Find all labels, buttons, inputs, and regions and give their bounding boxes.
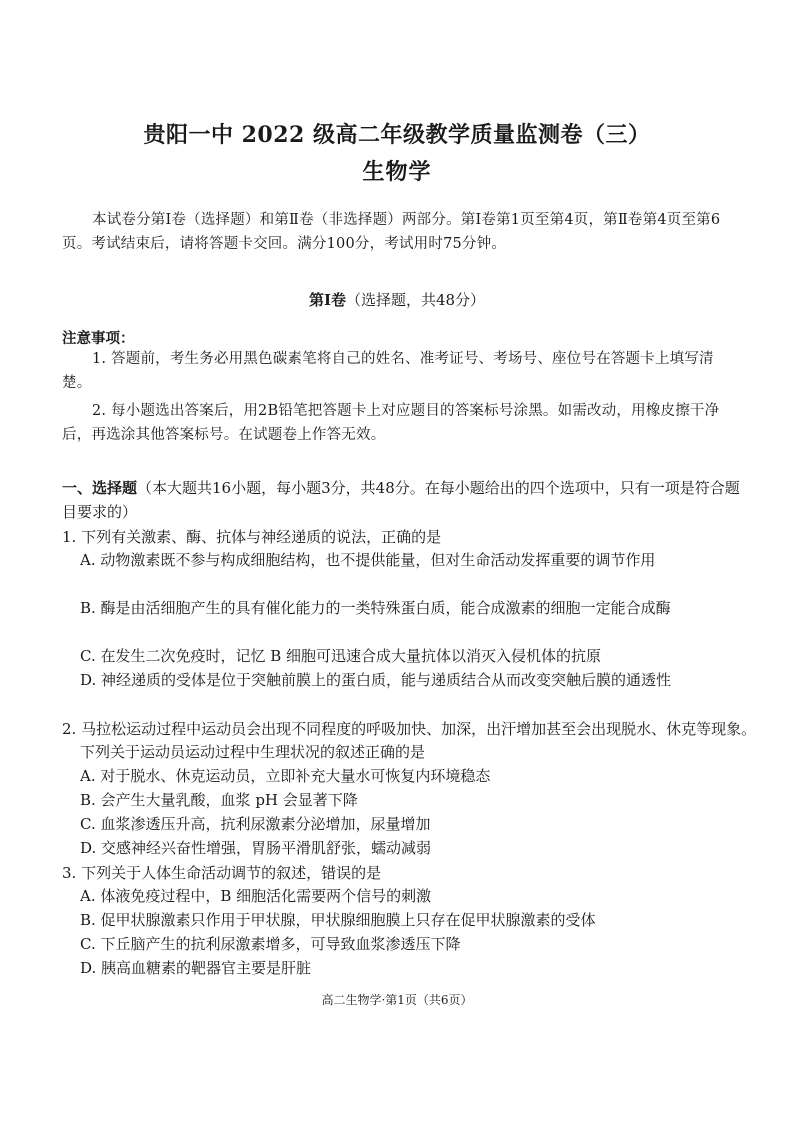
section-heading — [0, 289, 794, 310]
question-option: D. 神经递质的受体是位于突触前膜上的蛋白质，能与递质结合从而改变突触后膜的通透性 — [80, 671, 672, 689]
question-stem: 2. 马拉松运动过程中运动员会出现不同程度的呼吸加快、加深，出汗增加甚至会出现脱水、休克等现象。下列关于运动员运动过程中生理状况的叙述正确的是 — [62, 720, 757, 761]
exam-subject: 生物学 — [362, 159, 432, 185]
question-option: A. 体液免疫过程中，B 细胞活化需要两个信号的刺激 — [80, 887, 432, 905]
question-option: B. 促甲状腺激素只作用于甲状腺，甲状腺细胞膜上只存在促甲状腺激素的受体 — [80, 911, 596, 929]
question-option: B. 酶是由活细胞产生的具有催化能力的一类特殊蛋白质，能合成激素的细胞一定能合成酶 — [80, 599, 671, 617]
question-stem: 3. 下列关于人体生命活动调节的叙述，错误的是 — [62, 864, 382, 882]
question-option: A. 动物激素既不参与构成细胞结构，也不提供能量，但对生命活动发挥重要的调节作用 — [80, 551, 656, 569]
notice-item: 1. 答题前，考生务必用黑色碳素笔将自己的姓名、准考证号、考场号、座位号在答题卡上填写清楚。 — [62, 351, 714, 391]
question-option: C. 在发生二次免疫时，记忆 B 细胞可迅速合成大量抗体以消灭入侵机体的抗原 — [80, 647, 602, 665]
question-option: A. 对于脱水、休克运动员，立即补充大量水可恢复内环境稳态 — [80, 767, 491, 785]
page-footer: 高二生物学·第1页（共6页） — [321, 993, 473, 1007]
part-heading-label: 一、选择题 — [62, 479, 138, 497]
question-option: D. 胰高血糖素的靶器官主要是肝脏 — [80, 959, 312, 977]
question-option: D. 交感神经兴奋性增强，胃肠平滑肌舒张，蠕动减弱 — [80, 839, 432, 857]
notice-item: 2. 每小题选出答案后，用2B铅笔把答题卡上对应题目的答案标号涂黑。如需改动，用橡皮擦干净后，再选涂其他答案标号。在试题卷上作答无效。 — [62, 403, 720, 443]
section-heading-desc: （选择题，共48分） — [345, 291, 486, 309]
exam-intro: 本试卷分第Ⅰ卷（选择题）和第Ⅱ卷（非选择题）两部分。第Ⅰ卷第1页至第4页，第Ⅱ卷第4页至第6页。考试结束后，请将答题卡交回。满分100分，考试用时75分钟。 — [62, 212, 721, 252]
section-heading-label: 第Ⅰ卷 — [308, 291, 346, 309]
question-option: C. 下丘脑产生的抗利尿激素增多，可导致血浆渗透压下降 — [80, 935, 461, 953]
question-option: B. 会产生大量乳酸，血浆 pH 会显著下降 — [80, 791, 358, 809]
part-heading-desc: （本大题共16小题，每小题3分，共48分。在每小题给出的四个选项中，只有一项是符合题目要求的） — [62, 479, 740, 521]
notice-title: 注意事项： — [62, 330, 135, 347]
exam-title: 贵阳一中 2022 级高二年级教学质量监测卷（三） — [143, 122, 651, 148]
question-stem: 1. 下列有关激素、酶、抗体与神经递质的说法，正确的是 — [62, 528, 442, 546]
part-heading — [62, 476, 746, 524]
question-option: C. 血浆渗透压升高，抗利尿激素分泌增加，尿量增加 — [80, 815, 431, 833]
